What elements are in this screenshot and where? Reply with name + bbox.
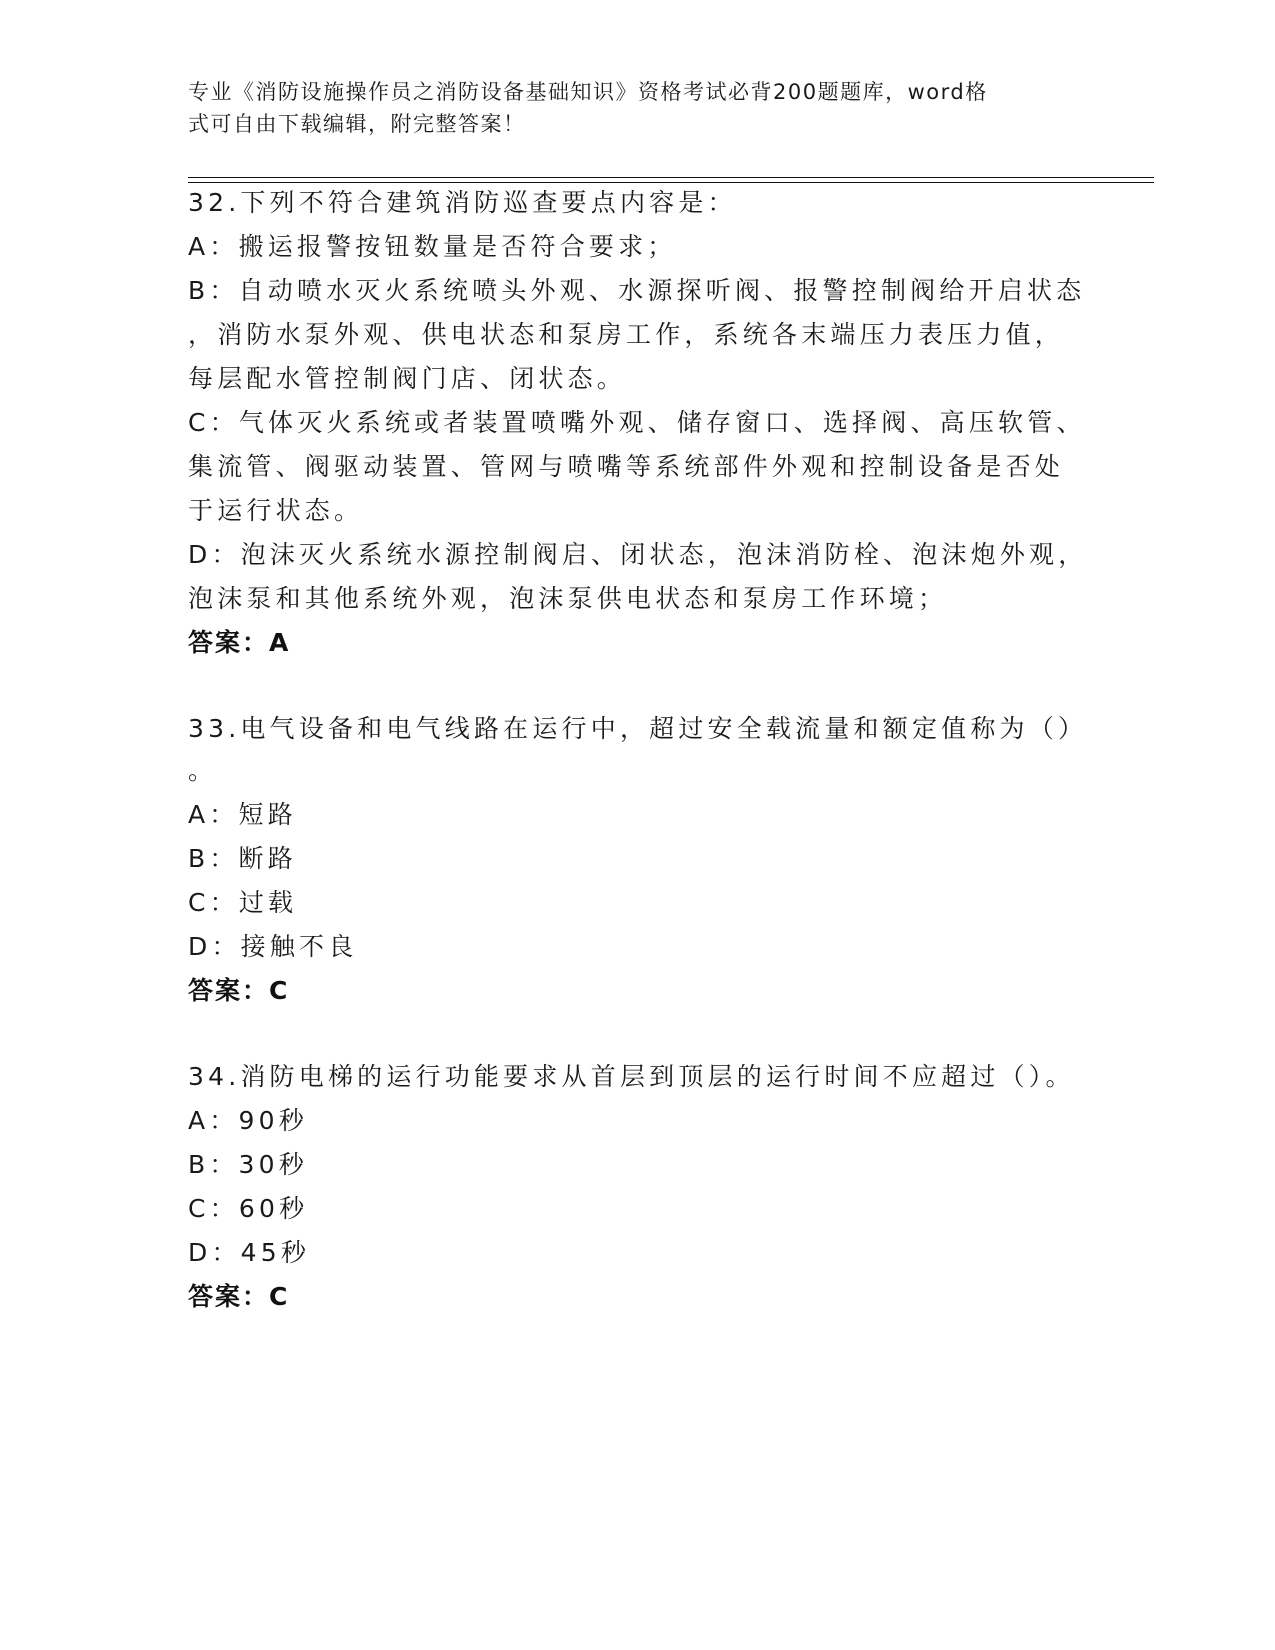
question-34-option-d: D：45秒 (188, 1238, 311, 1267)
question-32-option-b-line-3: 每层配水管控制阀门店、闭状态。 (188, 364, 627, 393)
question-32-option-c-line-1: C：气体灭火系统或者装置喷嘴外观、储存窗口、选择阀、高压软管、 (188, 408, 1086, 437)
question-33-option-d: D：接触不良 (188, 932, 358, 961)
question-32-option-d-line-2: 泡沫泵和其他系统外观，泡沫泵供电状态和泵房工作环境； (188, 584, 948, 613)
question-33-stem-line-2: 。 (188, 756, 218, 785)
question-33-option-a: A：短路 (188, 800, 297, 829)
question-32-option-c-line-3: 于运行状态。 (188, 496, 364, 525)
question-34-option-c: C：60秒 (188, 1194, 309, 1223)
question-33-answer: 答案：C (188, 976, 290, 1005)
header-divider-bottom (188, 182, 1154, 183)
question-33-option-c: C：过载 (188, 888, 298, 917)
question-32-option-b-line-1: B：自动喷水灭火系统喷头外观、水源探听阀、报警控制阀给开启状态 (188, 276, 1086, 305)
question-33-stem-line-1: 33.电气设备和电气线路在运行中，超过安全载流量和额定值称为（） (188, 714, 1088, 743)
question-32-option-b-line-2: ，消防水泵外观、供电状态和泵房工作，系统各末端压力表压力值， (188, 320, 1065, 349)
header-line-1: 专业《消防设施操作员之消防设备基础知识》资格考试必背200题题库，word格 (188, 80, 988, 104)
question-32-option-d-line-1: D：泡沫灭火系统水源控制阀启、闭状态，泡沫消防栓、泡沫炮外观， (188, 540, 1088, 569)
question-33-option-b: B：断路 (188, 844, 297, 873)
question-34-option-b: B：30秒 (188, 1150, 308, 1179)
question-34-answer: 答案：C (188, 1282, 290, 1311)
document-header (188, 76, 1068, 140)
question-32-stem: 32.下列不符合建筑消防巡查要点内容是： (188, 188, 737, 217)
question-32-option-a: A：搬运报警按钮数量是否符合要求； (188, 232, 677, 261)
question-34-stem: 34.消防电梯的运行功能要求从首层到顶层的运行时间不应超过（）。 (188, 1062, 1075, 1091)
question-32-answer: 答案：A (188, 628, 291, 657)
header-line-2: 式可自由下载编辑，附完整答案！ (188, 112, 526, 136)
question-32-option-c-line-2: 集流管、阀驱动装置、管网与喷嘴等系统部件外观和控制设备是否处 (188, 452, 1065, 481)
header-divider-top (188, 177, 1154, 178)
question-34-option-a: A：90秒 (188, 1106, 308, 1135)
